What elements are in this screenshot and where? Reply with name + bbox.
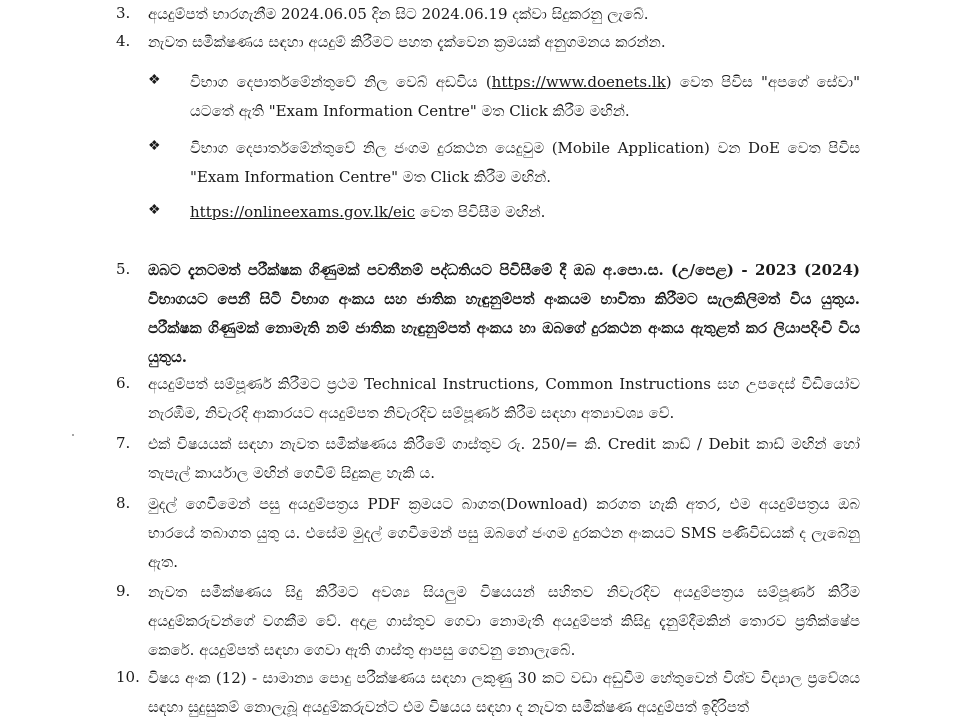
item-number: 8. [116,494,131,512]
item-text: නැවත සමීක්ෂණය සඳහා අයදුම් කිරීමට පහත දැක්වෙන ක්‍රමයක් අනුගමනය කරන්න. [148,33,666,51]
bullet-text [190,68,860,126]
diamond-bullet-icon: ❖ [148,72,161,88]
bullet-text [190,198,860,227]
item-number: 10. [116,668,140,686]
item-number: 4. [116,32,131,50]
diamond-bullet-icon: ❖ [148,202,161,218]
item-text: මුදල් ගෙවීමෙන් පසු අයදුම්පත්‍රය PDF ක්‍රමයට බාගත(Download) කරගත හැකි අතර, එම අයදුම්පත්‍රය ඔබ භාරයේ තබාගත යුතු ය. එසේම මුදල් ගෙවීමෙන් පසු ඔබගේ ජංගම දුරකථන අංකයට SMS පණිවිඩයක් ද ලැබෙනු ඇත. [148,495,860,571]
item-text: එක් විෂයයක් සඳහා නැවත සමීක්ෂණය කිරීමේ ගාස්තුව රු. 250/= කි. Credit කාඩ් / Debit කාඩ් මඟින් හෝ තැපැල් කාර්යාල මඟින් ගෙවීම් සිදුකළ හැකි ය. [148,435,860,482]
item-text: අයදුම්පත් සම්පූර්ණ කිරීමට ප්‍රථම Technical Instructions, Common Instructions සහ උපදෙස් වීඩියෝව නැරඹීම, නිවැරදි ආකාරයට අයදුම්පත නිවැරදිව සම්පූර්ණ කිරීම සඳහා අත්‍යාවශ්‍ය වේ. [148,375,860,422]
item-text: අයදුම්පත් භාරගැනීම 2024.06.05 දින සිට 2024.06.19 දක්වා සිදුකරනු ලැබේ. [148,5,649,23]
item-text: ඔබට දැනටමත් පරීක්ෂක ගිණුමක් පවතීනම් පද්ධතියට පිවිසීමේ දී ඔබ අ.පො.ස. (උ/පෙළ) - 2023 (2024) විභාගයට පෙනී සිටි විභාග අංකය සහ ජාතික හැඳුනුම්පත් අංකයම භාවිතා කිරීමට සැලකිලිමත් විය යුතුය. පරීක්ෂක ගිණුමක් නොමැති නම් ජාතික හැඳුනුම්පත් අංකය හා ඔබගේ දුරකථන අංකය ඇතුළත් කර ලියාපදිංචි විය යුතුය. [148,261,860,366]
item-number: 3. [116,4,131,22]
item-number: 5. [116,260,131,278]
bullet-text-part: විභාග දෙපාර්තමේන්තුවේ නිල වෙබ් අඩවිය ( [190,73,492,91]
scan-speck [72,434,74,436]
item-number: 6. [116,374,131,392]
bullet-text: විභාග දෙපාර්තමේන්තුවේ නිල ජංගම දුරකථන යෙදුවුම (Mobile Application) වන DoE වෙත පිවිස "Exam Information Centre" මත Click කිරීම මඟින්. [190,139,860,186]
bullet-text-part: වෙත පිවිසීම මඟින්. [415,203,546,221]
item-number: 9. [116,582,131,600]
doenets-link[interactable]: https://www.doenets.lk [491,73,666,91]
onlineexams-link[interactable]: https://onlineexams.gov.lk/eic [190,203,416,221]
item-text: නැවත සමීක්ෂණය සිදු කිරීමට අවශ්‍ය සියලුම විෂයයන් සහිතව නිවැරදිව අයදුම්පත්‍රය සම්පූර්ණ කිරීම අයදුම්කරුවන්ගේ වගකීම වේ. අදාළ ගාස්තුව ගෙවා නොමැති අයදුම්පත් කිසිදු දැනුම්දීමකින් තොරව ප්‍රතික්ෂේප කෙරේ. අයදුම්පත් සඳහා ගෙවා ඇති ගාස්තු ආපසු ගෙවනු නොලැබේ. [148,583,860,659]
diamond-bullet-icon: ❖ [148,138,161,154]
item-number: 7. [116,434,131,452]
bullet-text-part: ) වෙත පිවිස "අපගේ සේවා" යටතේ ඇති "Exam Information Centre" මත Click කිරීම මඟින්. [190,73,860,120]
item-text: විෂය අංක (12) - සාමාන්‍ය පොදු පරීක්ෂණය සඳහා ලකුණු 30 කට වඩා අඩුවීම හේතුවෙන් විශ්ව විද්‍යාල ප්‍රවේශය සඳහා සුදුසුකම් නොලැබූ අයදුම්කරුවන්ට එම විෂයය සඳහා ද නැවත සමීක්ෂණ අයදුම්පත් ඉදිරිපත් [148,669,860,716]
